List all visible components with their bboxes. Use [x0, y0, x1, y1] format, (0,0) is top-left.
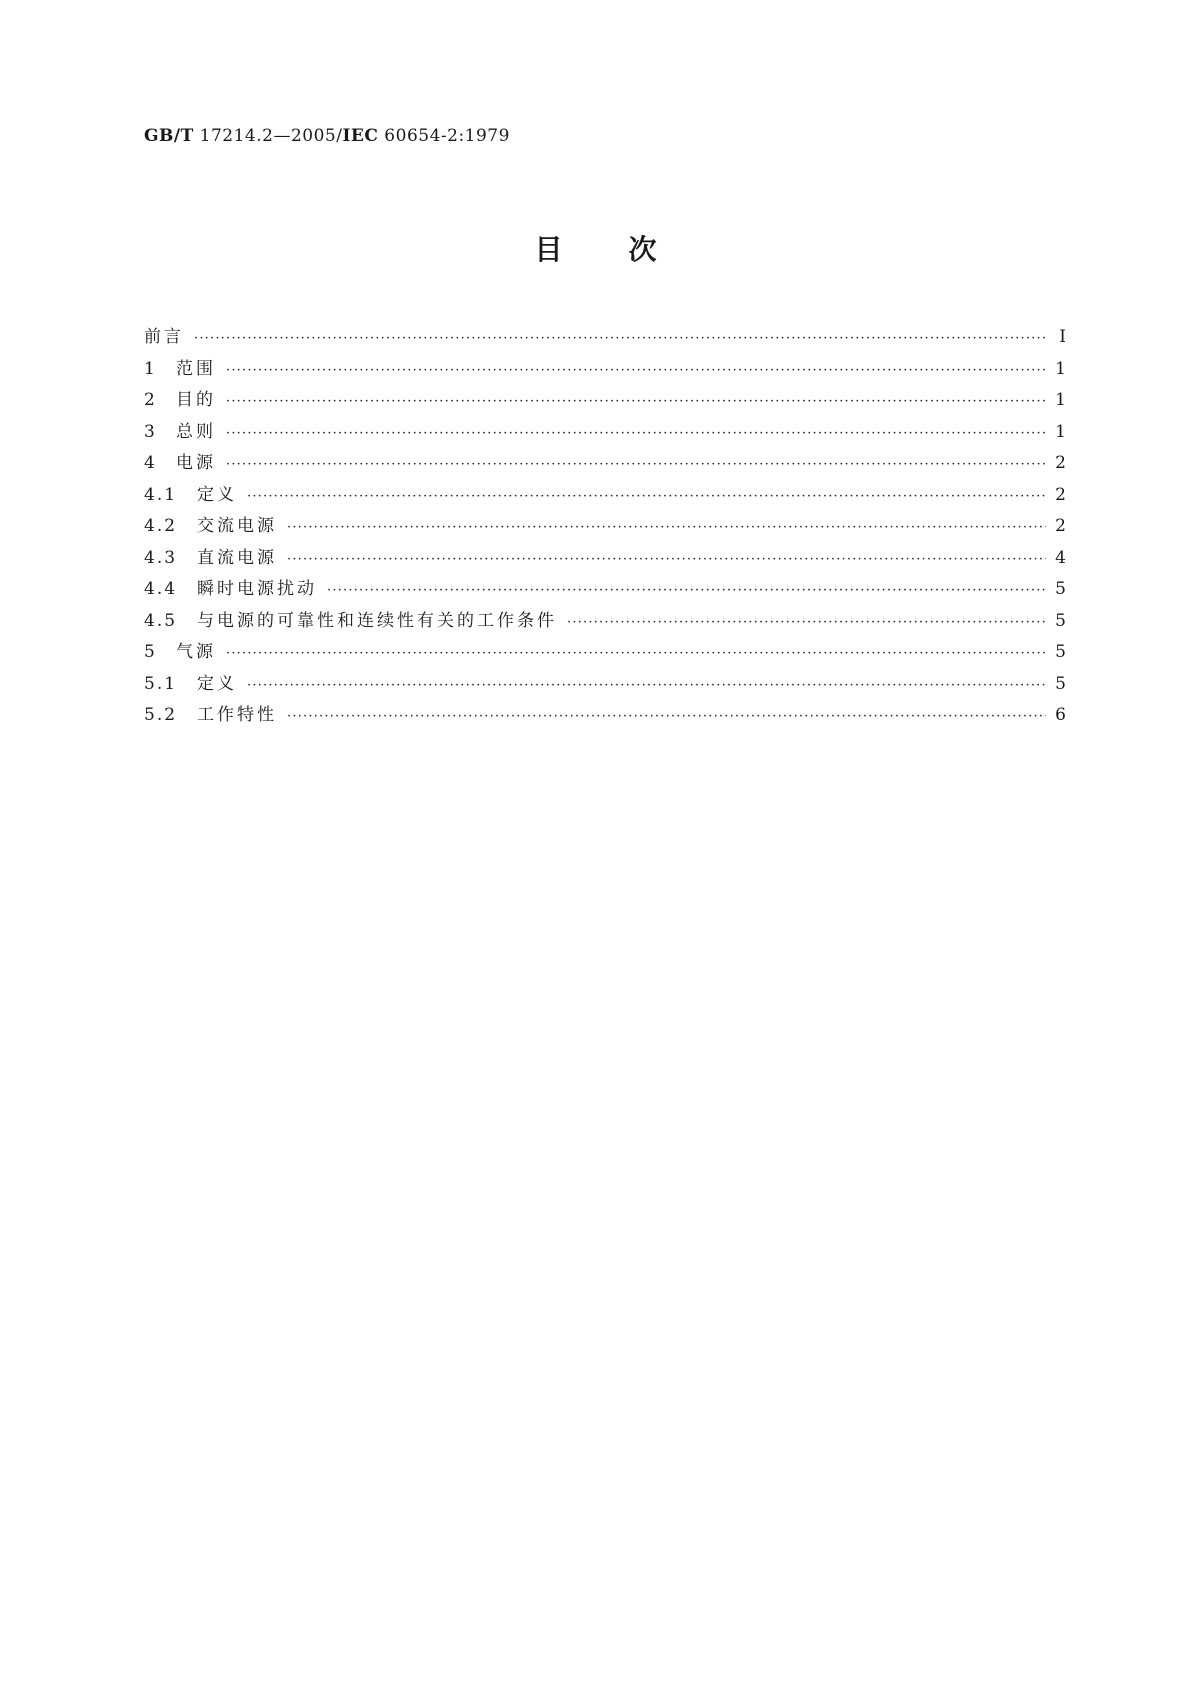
toc-entry[interactable] [144, 480, 1066, 512]
toc-entry-page: 4 [1055, 547, 1066, 568]
toc-dot-leader [247, 489, 1046, 504]
toc-entry[interactable] [144, 322, 1066, 354]
toc-entry-title: 电源 [176, 453, 216, 473]
toc-dot-leader [247, 678, 1046, 693]
toc-entry-page: 6 [1055, 705, 1066, 725]
toc-entry-number: 5.1 [144, 673, 178, 694]
toc-entry-number: 5 [144, 642, 157, 662]
toc-dot-leader [226, 426, 1046, 441]
toc-entry[interactable] [144, 606, 1066, 638]
document-code [144, 126, 510, 146]
toc-dot-leader [194, 331, 1046, 346]
toc-entry-number: 5.2 [144, 705, 178, 725]
toc-entry-number: 1 [144, 358, 157, 379]
toc-entry[interactable] [144, 354, 1066, 386]
toc-entry-title: 目的 [176, 390, 216, 410]
toc-entry-title: 交流电源 [197, 516, 277, 536]
toc-entry-page: 1 [1055, 390, 1066, 410]
toc-entry-page: 2 [1055, 484, 1066, 505]
toc-entry-page: 5 [1055, 673, 1066, 694]
toc-entry-page: 5 [1055, 579, 1066, 599]
toc-entry-title: 范围 [176, 358, 216, 379]
standard-number: 17214.2—2005/ [193, 126, 343, 146]
toc-entry-title: 定义 [197, 673, 237, 694]
toc-entry-number: 4 [144, 453, 157, 473]
toc-entry-number: 3 [144, 421, 157, 442]
toc-entry-title: 直流电源 [197, 547, 277, 568]
iec-prefix: IEC [342, 126, 379, 146]
toc-entry-page: 5 [1055, 610, 1066, 631]
toc-entry[interactable] [144, 417, 1066, 449]
toc-dot-leader [287, 520, 1046, 535]
table-of-contents [144, 322, 1066, 732]
toc-entry-title: 工作特性 [197, 705, 277, 725]
toc-entry-title: 与电源的可靠性和连续性有关的工作条件 [197, 610, 557, 631]
toc-entry[interactable] [144, 385, 1066, 417]
toc-entry[interactable] [144, 574, 1066, 606]
toc-dot-leader [226, 363, 1046, 378]
toc-entry-page: 1 [1055, 358, 1066, 379]
toc-dot-leader [287, 552, 1046, 567]
toc-entry-number: 4.1 [144, 484, 178, 505]
toc-entry[interactable] [144, 669, 1066, 701]
toc-entry-page: 1 [1055, 421, 1066, 442]
toc-entry-title: 瞬时电源扰动 [197, 579, 317, 599]
toc-dot-leader [327, 583, 1046, 598]
toc-entry-title: 定义 [197, 484, 237, 505]
toc-dot-leader [567, 615, 1046, 630]
toc-entry-title: 气源 [176, 642, 216, 662]
toc-entry-page: 2 [1055, 516, 1066, 536]
standard-prefix: GB/T [144, 126, 194, 146]
toc-entry-page: I [1059, 327, 1066, 347]
toc-dot-leader [226, 394, 1046, 409]
toc-entry-title: 总则 [176, 421, 216, 442]
toc-entry[interactable] [144, 448, 1066, 480]
toc-entry[interactable] [144, 511, 1066, 543]
toc-entry-number: 4.5 [144, 610, 178, 631]
toc-dot-leader [226, 457, 1046, 472]
toc-entry-number: 4.4 [144, 579, 178, 599]
toc-entry[interactable] [144, 700, 1066, 732]
iec-number: 60654-2:1979 [378, 126, 510, 146]
toc-dot-leader [226, 646, 1046, 661]
page-title: 目次 [534, 233, 723, 266]
toc-entry-number: 4.2 [144, 516, 178, 536]
toc-entry-title: 前言 [144, 327, 184, 347]
toc-entry-page: 5 [1055, 642, 1066, 662]
toc-entry[interactable] [144, 543, 1066, 575]
toc-entry-number: 2 [144, 390, 157, 410]
toc-entry[interactable] [144, 637, 1066, 669]
toc-dot-leader [287, 709, 1046, 724]
toc-entry-number: 4.3 [144, 547, 178, 568]
toc-entry-page: 2 [1055, 453, 1066, 473]
